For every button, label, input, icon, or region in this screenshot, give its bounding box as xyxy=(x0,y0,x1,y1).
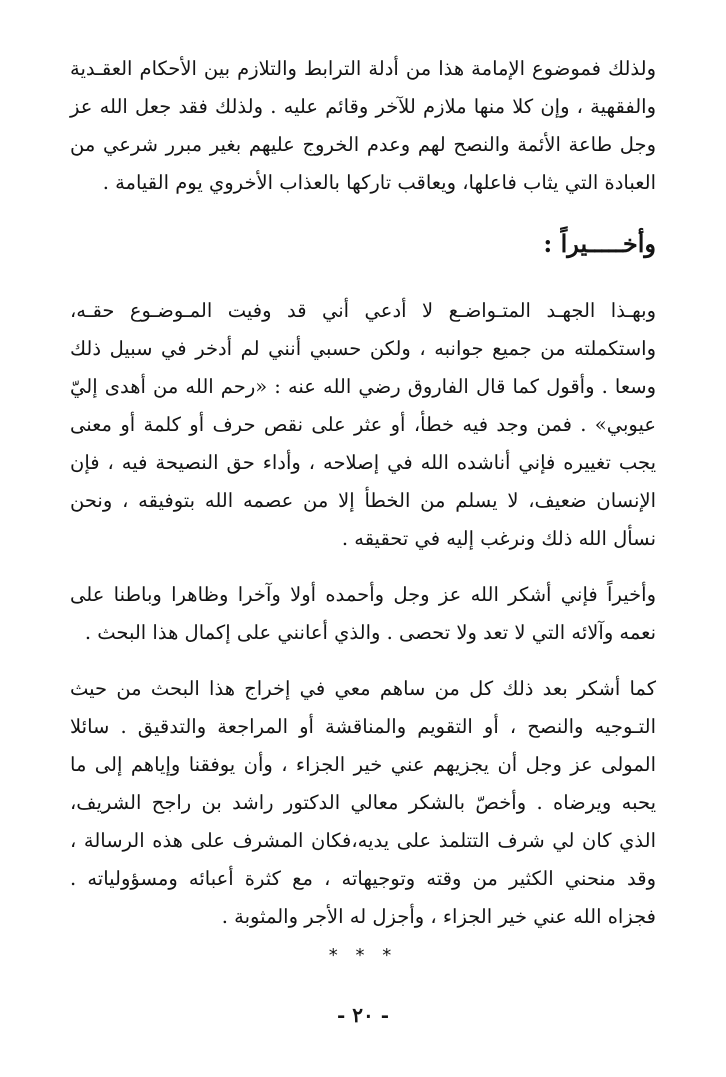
page-body xyxy=(70,50,656,936)
section-separator: * * * xyxy=(328,945,398,966)
page-number: - ٢٠ - xyxy=(336,1003,389,1027)
paragraph-gap xyxy=(70,652,656,670)
paragraph-thanks-god: وأخيراً فإني أشكر الله عز وجل وأحمده أولا وآخرا وظاهرا وباطنا على نعمه وآلائه التي لا تعد ولا تحصى . والذي أعانني على إكمال هذا البحث . xyxy=(70,583,656,644)
paragraph-gap xyxy=(70,558,656,576)
section-heading-finally: وأخـــــيراً : xyxy=(543,229,656,258)
paragraph-imamah-topic: ولذلك فموضوع الإمامة هذا من أدلة الترابط والتلازم بين الأحكام العقـدية والفقهية ، وإن كلا منها ملازم للآخر وقائم عليه . ولذلك فقد جعل الله عز وجل طاعة الأئمة والنصح لهم وعدم الخروج عليهم بغير مبرر شرعي من العبادة التي يثاب فاعلها، ويعاقب تاركها بالعذاب الأخروي يوم القيامة . xyxy=(70,57,656,194)
paragraph-acknowledgements: كما أشكر بعد ذلك كل من ساهم معي في إخراج هذا البحث من حيث التـوجيه والنصح ، أو التقويم والمناقشة أو المراجعة والتدقيق . سائلا المولى عز وجل أن يجزيهم عني خير الجزاء ، وأن يوفقنا وإياهم إلى ما يحبه ويرضاه . وأخصّ بالشكر معالي الدكتور راشد بن راجح الشريف، الذي كان لي شرف التتلمذ على يديه،فكان المشرف على هذه الرسالة ، وقد منحني الكثير من وقته وتوجيهاته ، مع كثرة أعبائه ومسؤولياته . فجزاه الله عني خير الجزاء ، وأجزل له الأجر والمثوبة . xyxy=(70,677,656,928)
paragraph-humble-effort: وبهـذا الجهـد المتـواضـع لا أدعي أني قد وفيت المـوضـوع حقـه، واستكملته من جميع جوانبه ، ولكن حسبي أنني لم أدخر في سبيل ذلك وسعا . وأقول كما قال الفاروق رضي الله عنه : «رحم الله من أهدى إليّ عيوبي» . فمن وجد فيه خطأ، أو عثر على نقص حرف أو كلمة أو معنى يجب تغييره فإني أناشده الله في إصلاحه ، وأداء حق النصيحة فيه ، فإن الإنسان ضعيف، لا يسلم من الخطأ إلا من عصمه الله بتوفيقه ، ونحن نسأل الله ذلك ونرغب إليه في تحقيقه . xyxy=(70,299,656,550)
